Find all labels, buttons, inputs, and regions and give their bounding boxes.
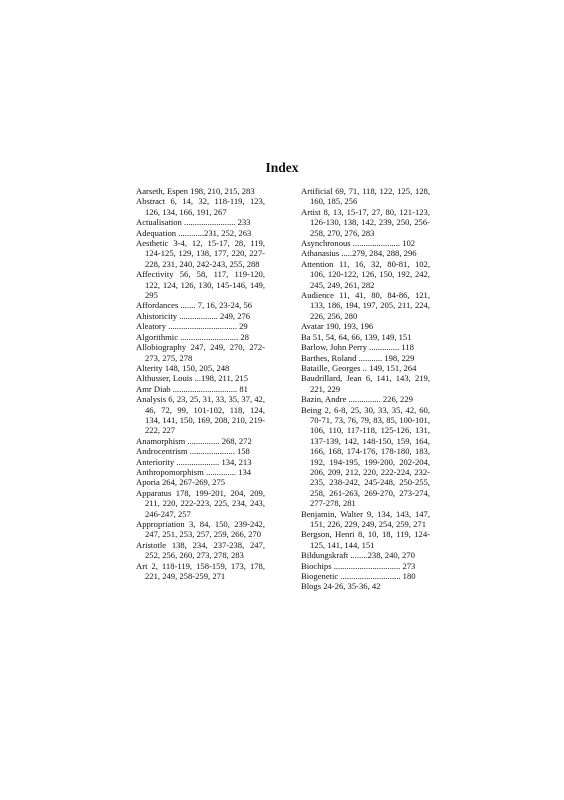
index-entry: Androcentrism ..................... 158 <box>136 446 250 457</box>
index-entry: Anthropomorphism .............. 134 <box>136 466 252 477</box>
index-entry: Appropriation 3, 84, 150, 239-242, 247, 251, 253, 257, 259, 266, 270 <box>136 519 265 540</box>
index-entry: Attention 11, 16, 32, 80-81, 102, 106, 120-122, 126, 150, 192, 242, 245, 249, 261, 282 <box>301 258 430 290</box>
index-entry: Artist 8, 13, 15-17, 27, 80, 121-123, 126-130, 138, 142, 239, 250, 256-258, 270, 276, 283 <box>301 206 430 238</box>
index-entry: Apparatus 178, 199-201, 204, 209, 211, 220, 222-223, 225, 234, 243, 246-247, 257 <box>136 487 265 519</box>
index-entry: Allobiography 247, 249, 270, 272-273, 275, 278 <box>136 342 265 363</box>
index-entry: Affordances ....... 7, 16, 23-24, 56 <box>136 300 253 311</box>
index-entry: Bazin, Andre ............... 226, 229 <box>301 394 413 405</box>
index-entry: Aarseth, Espen 198, 210, 215, 283 <box>136 186 255 196</box>
index-column-left <box>136 186 265 581</box>
index-entry: Algorithmic ........................... 28 <box>136 331 249 342</box>
index-entry: Barlow, John Perry .............. 118 <box>301 342 414 353</box>
index-entry: Aesthetic 3-4, 12, 15-17, 28, 119, 124-125, 129, 138, 177, 220, 227-228, 231, 240, 242-243, 255, 288 <box>136 238 265 269</box>
index-entry: Bildungskraft ........238, 240, 270 <box>301 550 415 561</box>
index-entry: Barthes, Roland ........... 198, 229 <box>301 352 415 363</box>
index-entry: Art 2, 118-119, 158-159, 173, 178, 221, 249, 258-259, 271 <box>136 560 265 582</box>
index-entry: Affectivity 56, 58, 117, 119-120, 122, 124, 126, 130, 145-146, 149, 295 <box>136 269 265 301</box>
index-entry: Anteriority .................... 134, 213 <box>136 456 252 467</box>
index-entry: Abstract 6, 14, 32, 118-119, 123, 126, 134, 166, 191, 267 <box>136 196 265 217</box>
index-entry: Blogs 24-26, 35-36, 42 <box>301 581 381 592</box>
index-entry: Analysis 6, 23, 25, 31, 33, 35, 37, 42, 46, 72, 99, 101-102, 118, 124, 134, 141, 150, 169, 208, 210, 219-222, 227 <box>136 394 265 436</box>
index-column-right <box>301 186 430 592</box>
index-entry: Audience 11, 41, 80, 84-86, 121, 133, 186, 194, 197, 205, 211, 224, 226, 256, 280 <box>301 290 430 321</box>
index-entry: Athanasius .....279, 284, 288, 296 <box>301 248 417 259</box>
page-title: Index <box>265 160 299 175</box>
index-entry: Artificial 69, 71, 118, 122, 125, 128, 160, 185, 256 <box>301 186 430 207</box>
index-entry: Actualisation ........................ 233 <box>136 217 251 228</box>
index-entry: Althusser, Louis ...198, 211, 215 <box>136 373 249 384</box>
index-entry: Being 2, 6-8, 25, 30, 33, 35, 42, 60, 70-71, 73, 76, 79, 83, 85, 100-101, 106, 110, 117-118, 125-126, 131, 137-139, 142, 148-150, 159, 164, 166, 168, 174-176, 178-180, 183, 192, 194-195, 199-200, 202-204, 206, 209, 212, 220, 222-224, 232-235, 238-242, 245-248, 250-255, 258, 261-263, 269-270, 273-274, 277-278, 281 <box>301 404 430 509</box>
index-entry: Avatar 190, 193, 196 <box>301 321 374 332</box>
index-entry: Ahistoricity .................. 249, 276 <box>136 310 251 321</box>
index-entry: Aporia 264, 267-269, 275 <box>136 477 226 488</box>
index-entry: Aristotle 138, 234, 237-238, 247, 252, 256, 260, 273, 278, 283 <box>136 539 265 561</box>
index-entry: Asynchronous ...................... 102 <box>301 238 416 249</box>
index-entry: Benjamin, Walter 9, 134, 143, 147, 151, 226, 229, 249, 254, 259, 271 <box>301 508 430 529</box>
index-entry: Bataille, Georges .. 149, 151, 264 <box>301 362 417 373</box>
index-entry: Baudrillard, Jean 6, 141, 143, 219, 221, 229 <box>301 373 430 394</box>
index-entry: Amr Diab .............................. 81 <box>136 383 248 394</box>
index-entry: Alterity 148, 150, 205, 248 <box>136 362 230 373</box>
index-entry: Bergson, Henri 8, 10, 18, 119, 124-125, 141, 144, 151 <box>301 529 430 550</box>
index-entry: Ba 51, 54, 64, 66, 139, 149, 151 <box>301 331 412 342</box>
index-entry: Adequation ............231, 252, 263 <box>136 227 252 238</box>
index-entry: Anamorphism ............... 268, 272 <box>136 435 252 446</box>
index-entry: Biogenetic ............................ 180 <box>301 571 416 582</box>
index-entry: Biochips ............................... 273 <box>301 560 416 571</box>
index-entry: Aleatory ................................ 29 <box>136 321 248 332</box>
